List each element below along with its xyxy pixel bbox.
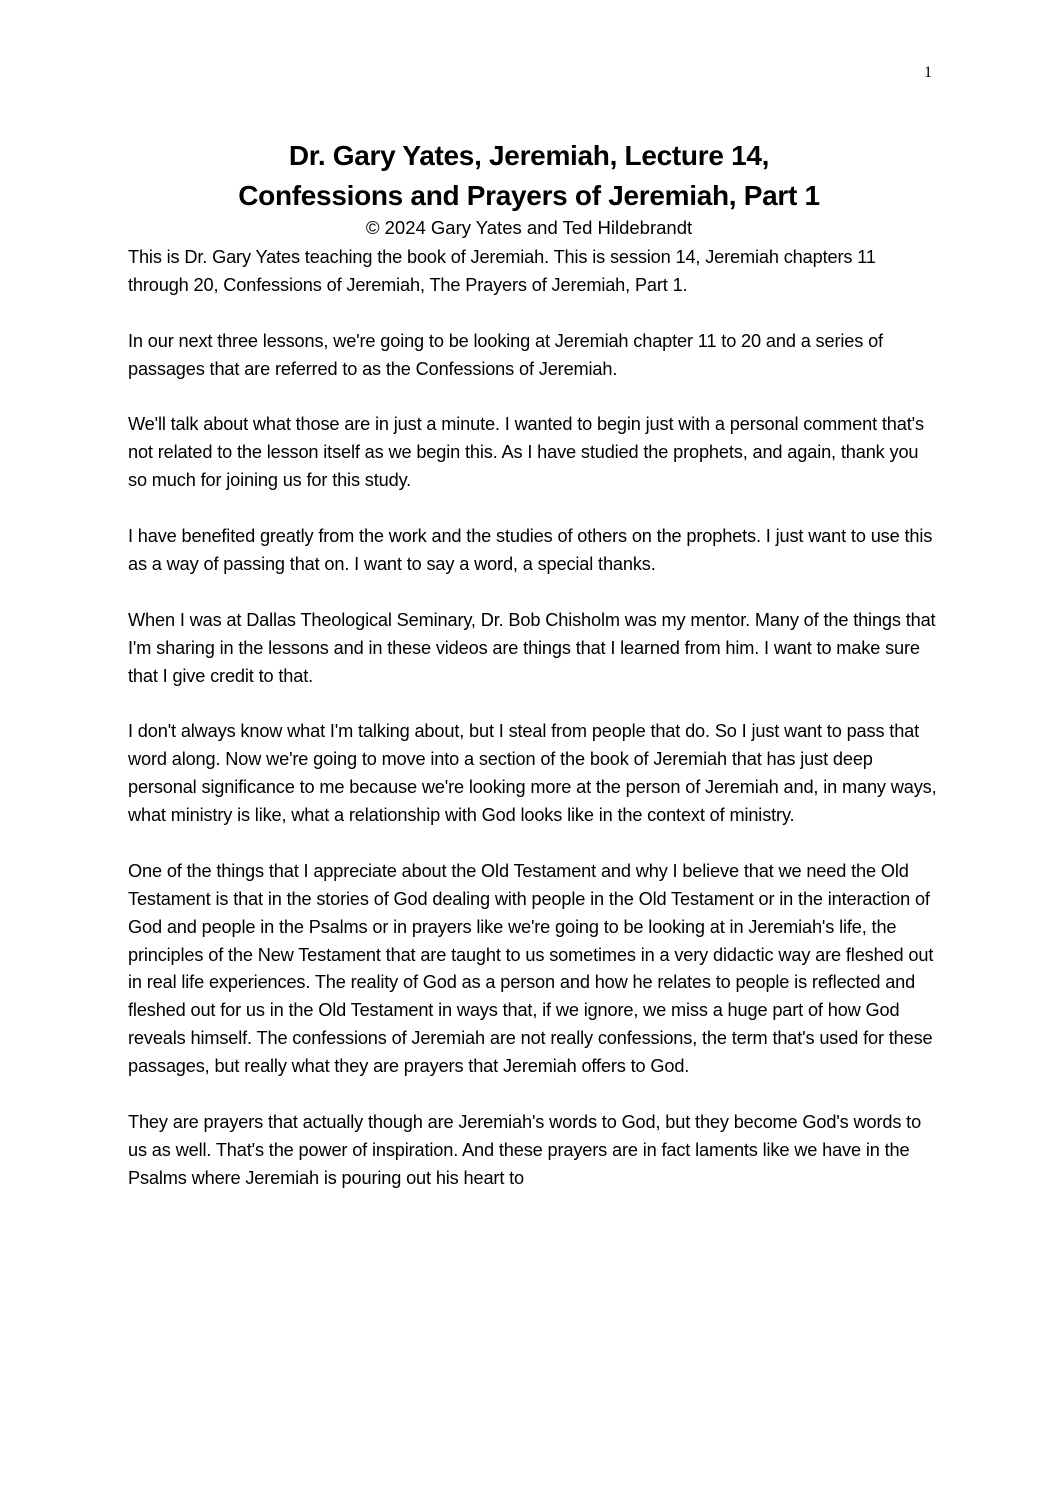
paragraph: When I was at Dallas Theological Seminary, Dr. Bob Chisholm was my mentor. Many of the things that I'm sharing in the lessons and in these videos are things that I learned from him. I want to make sure that I give credit to that.: [128, 609, 936, 686]
paragraph: I have benefited greatly from the work and the studies of others on the prophets. I just want to use this as a way of passing that on. I want to say a word, a special thanks.: [128, 526, 933, 574]
paragraph: I don't always know what I'm talking about, but I steal from people that do. So I just want to pass that word along. Now we're going to move into a section of the book of Jeremiah that has just deep personal significance to me because we're looking more at the person of Jeremiah and, in many ways, what ministry is like, what a relationship with God looks like in the context of ministry.: [128, 721, 937, 826]
paragraph: In our next three lessons, we're going to be looking at Jeremiah chapter 11 to 20 and a series of passages that are referred to as the Confessions of Jeremiah.: [128, 330, 883, 379]
document-title-line-2: Confessions and Prayers of Jeremiah, Part 1: [238, 180, 820, 211]
paragraph: This is Dr. Gary Yates teaching the book of Jeremiah. This is session 14, Jeremiah chapters 11 through 20, Confessions of Jeremiah, The Prayers of Jeremiah, Part 1.: [128, 247, 876, 295]
copyright-notice: © 2024 Gary Yates and Ted Hildebrandt: [365, 217, 693, 238]
page-number: 1: [924, 64, 932, 81]
title-block: [0, 136, 1058, 242]
body-text: [128, 244, 940, 1221]
paragraph: One of the things that I appreciate about the Old Testament and why I believe that we need the Old Testament is that in the stories of God dealing with people in the Old Testament or in the interaction of God and people in the Psalms or in prayers like we're going to be looking at in Jeremiah's life, the principles of the New Testament that are taught to us sometimes in a very didactic way are fleshed out in real life experiences. The reality of God as a person and how he relates to people is reflected and fleshed out for us in the Old Testament in ways that, if we ignore, we miss a huge part of how God reveals himself. The confessions of Jeremiah are not really confessions, the term that's used for these passages, but really what they are prayers that Jeremiah offers to God.: [128, 860, 934, 1077]
document-title-line-1: Dr. Gary Yates, Jeremiah, Lecture 14,: [288, 140, 770, 171]
paragraph: We'll talk about what those are in just a minute. I wanted to begin just with a personal comment that's not related to the lesson itself as we begin this. As I have studied the prophets, and again, thank you so much for joining us for this study.: [128, 414, 924, 491]
paragraph: They are prayers that actually though are Jeremiah's words to God, but they become God's words to us as well. That's the power of inspiration. And these prayers are in fact laments like we have in the Psalms where Jeremiah is pouring out his heart to: [128, 1111, 922, 1188]
